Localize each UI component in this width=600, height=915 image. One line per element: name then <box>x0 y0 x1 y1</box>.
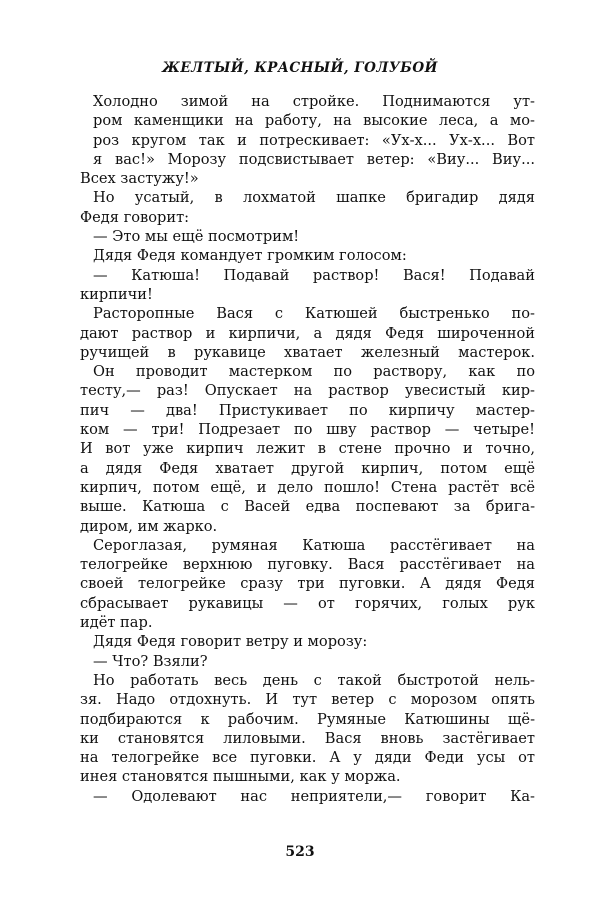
text-line: Дядя Федя говорит ветру и морозу: <box>93 633 368 651</box>
text-line: я вас!» Морозу подсвистывает ветер: «Виу... Виу... <box>93 150 535 168</box>
text-line: Всех застужу!» <box>80 170 199 188</box>
text-line: идёт пар. <box>80 614 153 632</box>
text-line: — Что? Взяли? <box>93 652 208 670</box>
body-text <box>80 92 535 806</box>
text-line: своей телогрейке сразу три пуговки. А дядя Федя <box>80 575 535 593</box>
text-line: Холодно зимой на стройке. Поднимаются ут- <box>93 93 535 110</box>
text-line: Федя говорит: <box>80 208 190 226</box>
text-line: ром каменщики на работу, на высокие леса, а мо- <box>93 112 535 130</box>
text-line: кирпич, потом ещё, и дело пошло! Стена растёт всё <box>80 478 535 496</box>
text-line: Дядя Федя командует громким голосом: <box>93 247 407 265</box>
text-line: зя. Надо отдохнуть. И тут ветер с морозом опять <box>80 691 535 709</box>
text-line: а дядя Федя хватает другой кирпич, потом ещё <box>80 459 535 477</box>
text-line: Расторопные Вася с Катюшей быстренько по- <box>93 305 535 323</box>
text-line: ручищей в рукавице хватает железный мастерок. <box>80 343 535 361</box>
chapter-title: ЖЕЛТЫЙ, КРАСНЫЙ, ГОЛУБОЙ <box>162 60 438 76</box>
text-line: кирпичи! <box>80 285 153 303</box>
text-line: выше. Катюша с Васей едва поспевают за брига- <box>80 498 535 516</box>
text-line: диром, им жарко. <box>80 517 218 535</box>
text-line: роз кругом так и потрескивает: «Ух-х... Ух-х... Вот <box>93 131 535 149</box>
text-line: Он проводит мастерком по раствору, как по <box>93 363 535 381</box>
text-line: телогрейке верхнюю пуговку. Вася расстёгивает на <box>80 556 535 574</box>
text-line: пич — два! Пристукивает по кирпичу мастер- <box>80 401 535 419</box>
text-line: ки становятся лиловыми. Вася вновь застёгивает <box>80 729 535 747</box>
text-line: ком — три! Подрезает по шву раствор — четыре! <box>80 421 535 439</box>
page-number: 523 <box>285 844 315 860</box>
text-line: Но усатый, в лохматой шапке бригадир дядя <box>93 189 535 207</box>
text-line: дают раствор и кирпичи, а дядя Федя широченной <box>80 324 535 342</box>
text-line: — Одолевают нас неприятели,— говорит Ка- <box>93 787 535 805</box>
text-line: сбрасывает рукавицы — от горячих, голых рук <box>80 594 535 612</box>
text-line: инея становятся пышными, как у моржа. <box>80 768 401 786</box>
text-line: Но работать весь день с такой быстротой нель- <box>93 671 535 689</box>
text-line: — Это мы ещё посмотрим! <box>93 228 300 246</box>
text-line: И вот уже кирпич лежит в стене прочно и точно, <box>80 440 535 458</box>
text-line: тесту,— раз! Опускает на раствор увесистый кир- <box>80 382 535 400</box>
text-line: подбираются к рабочим. Румяные Катюшины щё- <box>80 710 535 728</box>
text-line: на телогрейке все пуговки. А у дяди Феди усы от <box>80 749 535 767</box>
text-line: Сероглазая, румяная Катюша расстёгивает на <box>93 536 535 554</box>
text-line: — Катюша! Подавай раствор! Вася! Подавай <box>93 266 535 284</box>
